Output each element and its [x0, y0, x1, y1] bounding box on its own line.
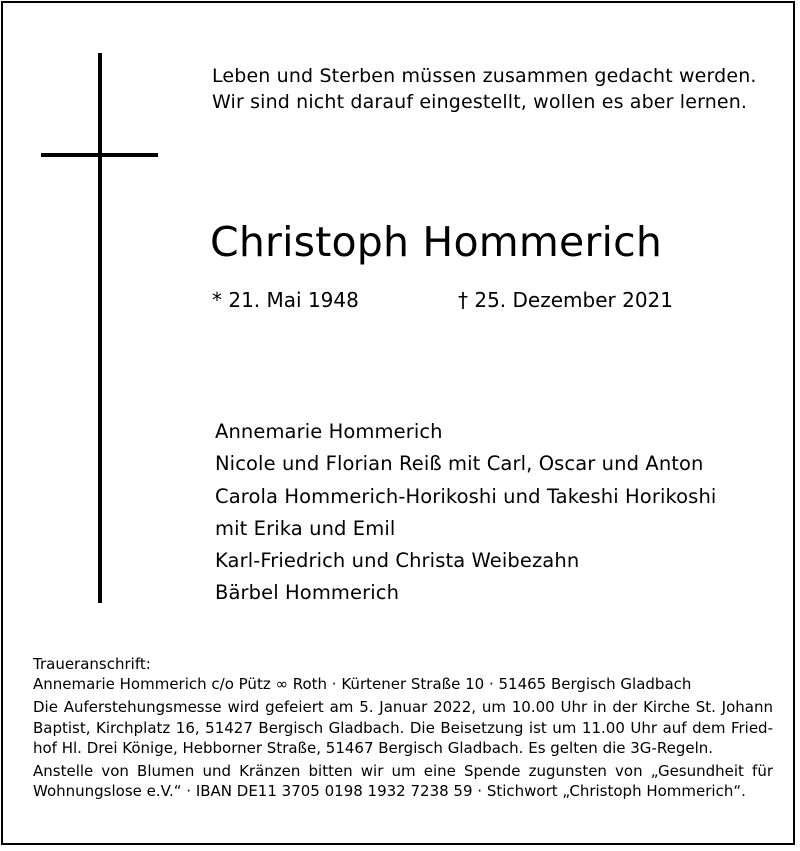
cross-vertical-bar	[98, 53, 102, 603]
quote-line-2: Wir sind nicht darauf eingestellt, wollen es aber lernen.	[212, 91, 748, 113]
quote	[212, 63, 772, 115]
address-block	[33, 654, 773, 694]
mourner-line: mit Erika und Emil	[215, 516, 396, 540]
footer-info	[33, 654, 773, 801]
donation-info	[33, 761, 773, 801]
mourner-line: Nicole und Florian Reiß mit Carl, Oscar und Anton	[215, 452, 704, 476]
service-line-1: Die Auferstehungsmesse wird gefeiert am 5. Januar 2022, um 10.00 Uhr in der Kirche St. Johann	[33, 698, 773, 717]
deceased-name: Christoph Hommerich	[210, 218, 663, 266]
mourner-line: Bärbel Hommerich	[215, 581, 400, 605]
cross-horizontal-bar	[41, 153, 158, 157]
service-line-2: Baptist, Kirchplatz 16, 51427 Bergisch Gladbach. Die Beisetzung ist um 11.00 Uhr auf dem Fried-	[33, 718, 773, 737]
death-date: † 25. Dezember 2021	[458, 288, 673, 312]
service-info	[33, 697, 773, 758]
mourner-line: Karl-Friedrich und Christa Weibezahn	[215, 549, 580, 573]
mourner-line: Annemarie Hommerich	[215, 420, 443, 443]
birth-date: * 21. Mai 1948	[212, 288, 359, 312]
quote-line-1: Leben und Sterben müssen zusammen gedacht werden.	[212, 65, 757, 87]
address-line: Annemarie Hommerich c/o Pütz ∞ Roth · Kürtener Straße 10 · 51465 Bergisch Gladbach	[33, 675, 692, 694]
mourners-list	[215, 416, 716, 610]
address-label: Traueranschrift:	[33, 655, 151, 673]
mourner-line: Carola Hommerich-Horikoshi und Takeshi Horikoshi	[215, 484, 717, 508]
service-line-3: hof Hl. Drei Könige, Hebborner Straße, 51467 Bergisch Gladbach. Es gelten die 3G-Regeln.	[33, 738, 714, 757]
donation-line-2: Wohnungslose e.V.“ · IBAN DE11 3705 0198 1932 7238 59 · Stichwort „Christoph Hommerich“.	[33, 782, 746, 801]
donation-line-1: Anstelle von Blumen und Kränzen bitten wir um eine Spende zugunsten von „Gesundheit für	[33, 762, 773, 781]
